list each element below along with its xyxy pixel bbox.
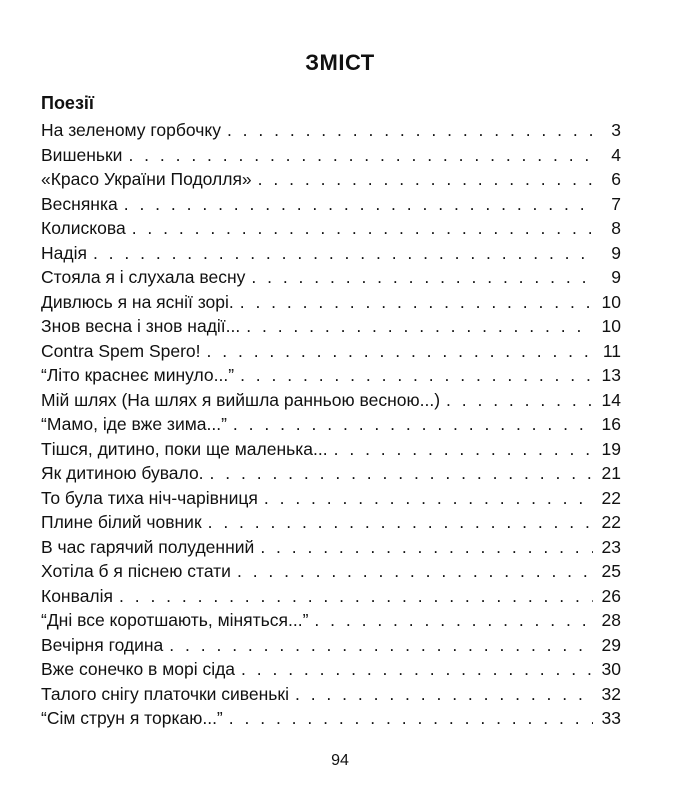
toc-entry-title: “Літо краснеє минуло...” <box>41 365 235 385</box>
toc-entry-page: 16 <box>601 414 621 434</box>
toc-entry <box>41 414 621 439</box>
dot-leader <box>207 341 593 362</box>
toc-entry-title: «Красо України Подолля» <box>41 169 252 189</box>
toc-entry <box>41 561 621 586</box>
toc-entry <box>41 439 621 464</box>
toc-entry-page: 13 <box>601 365 621 385</box>
dot-leader <box>258 169 593 190</box>
dot-leader <box>229 708 593 729</box>
toc-entry <box>41 610 621 635</box>
toc-entry-title: “Сім струн я торкаю...” <box>41 708 223 728</box>
dot-leader <box>241 659 593 680</box>
toc-entry <box>41 659 621 684</box>
toc-entry <box>41 512 621 537</box>
dot-leader <box>227 120 593 141</box>
toc-entry <box>41 684 621 709</box>
toc-entry-title: “Дні все коротшають, міняться...” <box>41 610 309 630</box>
dot-leader <box>119 586 593 607</box>
toc-entry-title: То була тиха ніч-чарівниця <box>41 487 258 508</box>
toc-entry-page: 29 <box>601 634 621 655</box>
toc-entry-title: Вже сонечко в морі сіда <box>41 659 236 679</box>
toc-entry-page: 28 <box>601 610 621 630</box>
toc-entry-title: Талого снігу платочки сивенькі <box>41 683 289 704</box>
page-heading: ЗМІСТ <box>305 50 375 75</box>
toc-entry-title: Знов весна і знов надії... <box>41 316 241 336</box>
dot-leader <box>251 267 593 288</box>
toc-entry-title: На зеленому горбочку <box>41 120 221 140</box>
toc-entry <box>41 488 621 513</box>
toc-entry-page: 21 <box>601 463 621 483</box>
toc-entry-title: Веснянка <box>41 193 118 214</box>
toc-entry-title: Хотіла б я піснею стати <box>41 561 231 581</box>
toc-entry-title: Дивлюсь я на яснії зорі. <box>41 291 234 312</box>
toc-entry-page: 6 <box>611 169 621 189</box>
toc-entry <box>41 365 621 390</box>
toc-entry-page: 33 <box>601 708 621 728</box>
toc-entry <box>41 708 621 733</box>
toc-entry-page: 22 <box>601 487 621 508</box>
dot-leader <box>128 145 593 166</box>
toc-entry-page: 25 <box>601 561 621 581</box>
toc-entry-page: 4 <box>611 144 621 165</box>
dot-leader <box>208 512 593 533</box>
toc-entry-page: 11 <box>602 340 621 361</box>
dot-leader <box>314 610 593 631</box>
toc-entry-page: 26 <box>601 585 621 606</box>
toc-entry <box>41 537 621 562</box>
toc-entry-page: 19 <box>601 438 621 459</box>
dot-leader <box>264 488 593 509</box>
toc-entry <box>41 316 621 341</box>
dot-leader <box>233 414 593 435</box>
toc-entry-page: 10 <box>601 291 621 312</box>
toc-entry <box>41 635 621 660</box>
toc-entry <box>41 390 621 415</box>
toc-entry <box>41 120 621 145</box>
toc-entry-title: Вечірня година <box>41 634 164 655</box>
toc-entry <box>41 463 621 488</box>
toc-entry-title: Вишеньки <box>41 144 123 165</box>
dot-leader <box>446 390 593 411</box>
dot-leader <box>334 439 593 460</box>
toc-entry-title: Надія <box>41 242 87 263</box>
toc-entry <box>41 341 621 366</box>
dot-leader <box>246 316 593 337</box>
toc-entry-title: Contra Spem Spero! <box>41 340 201 361</box>
toc-entry-page: 23 <box>601 536 621 557</box>
toc-entry <box>41 292 621 317</box>
toc-entry-page: 9 <box>611 267 621 287</box>
toc-entry <box>41 145 621 170</box>
toc-entry-title: “Мамо, іде вже зима...” <box>41 414 227 434</box>
toc-entry-title: Конвалія <box>41 585 113 606</box>
dot-leader <box>93 243 593 264</box>
toc-entry-title: Тішся, дитино, поки ще маленька... <box>41 438 328 459</box>
toc-entry-title: Колискова <box>41 218 126 238</box>
dot-leader <box>210 463 593 484</box>
toc-entry-page: 9 <box>611 242 621 263</box>
dot-leader <box>240 292 593 313</box>
toc-entry-page: 32 <box>601 683 621 704</box>
toc-entry <box>41 194 621 219</box>
dot-leader <box>237 561 593 582</box>
dot-leader <box>124 194 593 215</box>
dot-leader <box>295 684 593 705</box>
dot-leader <box>132 218 593 239</box>
toc-entry-title: В час гарячий полуденний <box>41 536 255 557</box>
dot-leader <box>260 537 593 558</box>
toc-entry-page: 30 <box>601 659 621 679</box>
toc-entry <box>41 243 621 268</box>
toc-entry-title: Плине білий човник <box>41 512 202 532</box>
toc-entry-page: 14 <box>601 389 621 410</box>
toc-entry-title: Мій шлях (На шлях я вийшла ранньою весною...) <box>41 389 441 410</box>
toc-entry-page: 7 <box>611 193 621 214</box>
dot-leader <box>240 365 593 386</box>
toc-entry-title: Як дитиною бувало. <box>41 463 204 483</box>
toc-entry <box>41 586 621 611</box>
dot-leader <box>169 635 593 656</box>
toc-entry-page: 22 <box>601 512 621 532</box>
toc-entry-page: 8 <box>611 218 621 238</box>
table-of-contents <box>41 120 621 733</box>
toc-entry <box>41 169 621 194</box>
toc-entry-page: 3 <box>611 120 621 140</box>
section-heading: Поезії <box>41 93 94 113</box>
page-number: 94 <box>331 752 349 769</box>
toc-entry-page: 10 <box>601 316 621 336</box>
toc-entry-title: Стояла я і слухала весну <box>41 267 246 287</box>
toc-entry <box>41 267 621 292</box>
toc-entry <box>41 218 621 243</box>
